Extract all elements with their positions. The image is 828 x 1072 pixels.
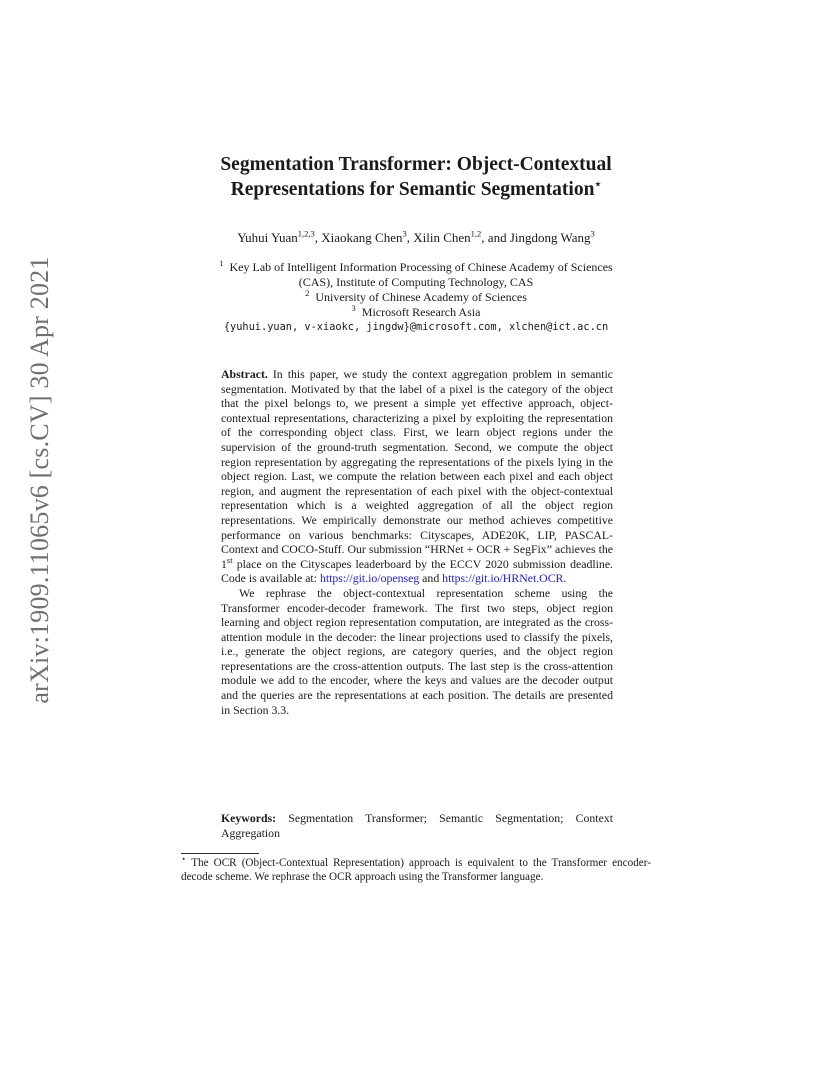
author-name: Yuhui Yuan (237, 230, 298, 245)
paper-title (140, 152, 692, 202)
openseg-link[interactable]: https://git.io/openseg (319, 571, 420, 586)
author-list (140, 229, 692, 247)
title-line-1: Segmentation Transformer: Object-Contextual (220, 154, 612, 175)
author-affil-sup: 3 (402, 228, 407, 239)
keywords-text: Segmentation Transformer; Semantic Segmentation; Context Aggregation (221, 811, 613, 840)
affiliation-text: Microsoft Research Asia (361, 305, 481, 319)
title-line-2 (140, 177, 692, 202)
keywords (221, 811, 613, 840)
arxiv-identifier: arXiv:1909.11065v6 [cs.CV] 30 Apr 2021 (25, 256, 54, 704)
footnote (181, 853, 651, 885)
abstract-text: . (563, 571, 567, 586)
abstract-text: and (419, 571, 443, 586)
author-affil-sup: 3 (590, 228, 595, 239)
footnote-mark: ⋆ (181, 853, 187, 864)
ordinal-sup: st (226, 554, 233, 565)
abstract-paragraph-1 (221, 367, 613, 586)
abstract-label: Abstract. (221, 367, 268, 381)
author-affil-sup: 1,2,3 (297, 228, 315, 239)
affiliation-1-line-1 (180, 260, 652, 275)
abstract-paragraph-2: We rephrase the object-contextual representation scheme using the Transformer encoder-decoder framework. The first two steps, object region learning and object region representation computation, are integrated as the cross-attention module in the decoder: the linear projections used to classify the pixels, i.e., generate the object regions, are category queries, and the object region representations are the cross-attention outputs. The last step is the cross-attention module we add to the encoder, where the keys and values are the decoder output and the queries are the representations at each position. The details are presented in Section 3.3. (221, 585, 613, 717)
author-emails: {yuhui.yuan, v-xiaokc, jingdw}@microsoft.com, xlchen@ict.ac.cn (223, 321, 609, 333)
affiliation-3 (180, 305, 652, 320)
abstract (221, 367, 613, 717)
affiliation-2 (180, 290, 652, 305)
author-separator: , (314, 230, 322, 245)
arxiv-sidebar (20, 256, 60, 704)
affiliation-text: Key Lab of Intelligent Information Processing of Chinese Academy of Sciences (229, 260, 613, 274)
author-separator: , (406, 230, 414, 245)
footnote-text: The OCR (Object-Contextual Representation) approach is equivalent to the Transformer encoder-decode scheme. We rephrase the OCR approach using the Transformer language. (181, 857, 651, 884)
author-affil-sup: 1,2 (470, 228, 482, 239)
author-name: Xilin Chen (413, 230, 471, 245)
author-separator: , and (481, 230, 510, 245)
affiliation-number: 2 (305, 288, 310, 298)
affiliation-1-line-2 (180, 275, 652, 290)
keywords-label: Keywords: (221, 811, 277, 825)
author-name: Xiaokang Chen (321, 230, 403, 245)
affiliation-text: (CAS), Institute of Computing Technology, CAS (298, 275, 534, 289)
footnote-divider (181, 853, 259, 854)
affiliation-text: University of Chinese Academy of Sciences (315, 290, 527, 304)
author-name: Jingdong Wang (509, 230, 591, 245)
affiliation-number: 3 (351, 303, 356, 313)
abstract-text: place on the Cityscapes leaderboard by the ECCV 2020 submission deadline. Code is available at: (221, 556, 613, 586)
abstract-text: In this paper, we study the context aggregation problem in semantic segmentation. Motivated by that the label of a pixel is the category of the object that the pixel belongs to, we present a simple yet effective approach, object-contextual representations, characterizing a pixel by exploiting the representation of the corresponding object class. First, we learn object regions under the supervision of the ground-truth segmentation. Second, we compute the object region representation by aggregating the representations of the pixels lying in the object region. Last, we compute the relation between each pixel and each object region, and augment the representation of each pixel with the object-contextual representation which is a weighted aggregation of all the object region representations. We empirically demonstrate our method achieves competitive performance on various benchmarks: Cityscapes, ADE20K, LIP, PASCAL-Context and COCO-Stuff. Our submission “HRNet + OCR + SegFix” achieves the 1 (221, 367, 614, 571)
affiliation-number: 1 (219, 258, 224, 268)
title-footnote-mark: ⋆ (594, 178, 602, 191)
title-line-2-text: Representations for Semantic Segmentation (230, 179, 595, 200)
hrnet-ocr-link[interactable]: https://git.io/HRNet.OCR (442, 571, 564, 586)
